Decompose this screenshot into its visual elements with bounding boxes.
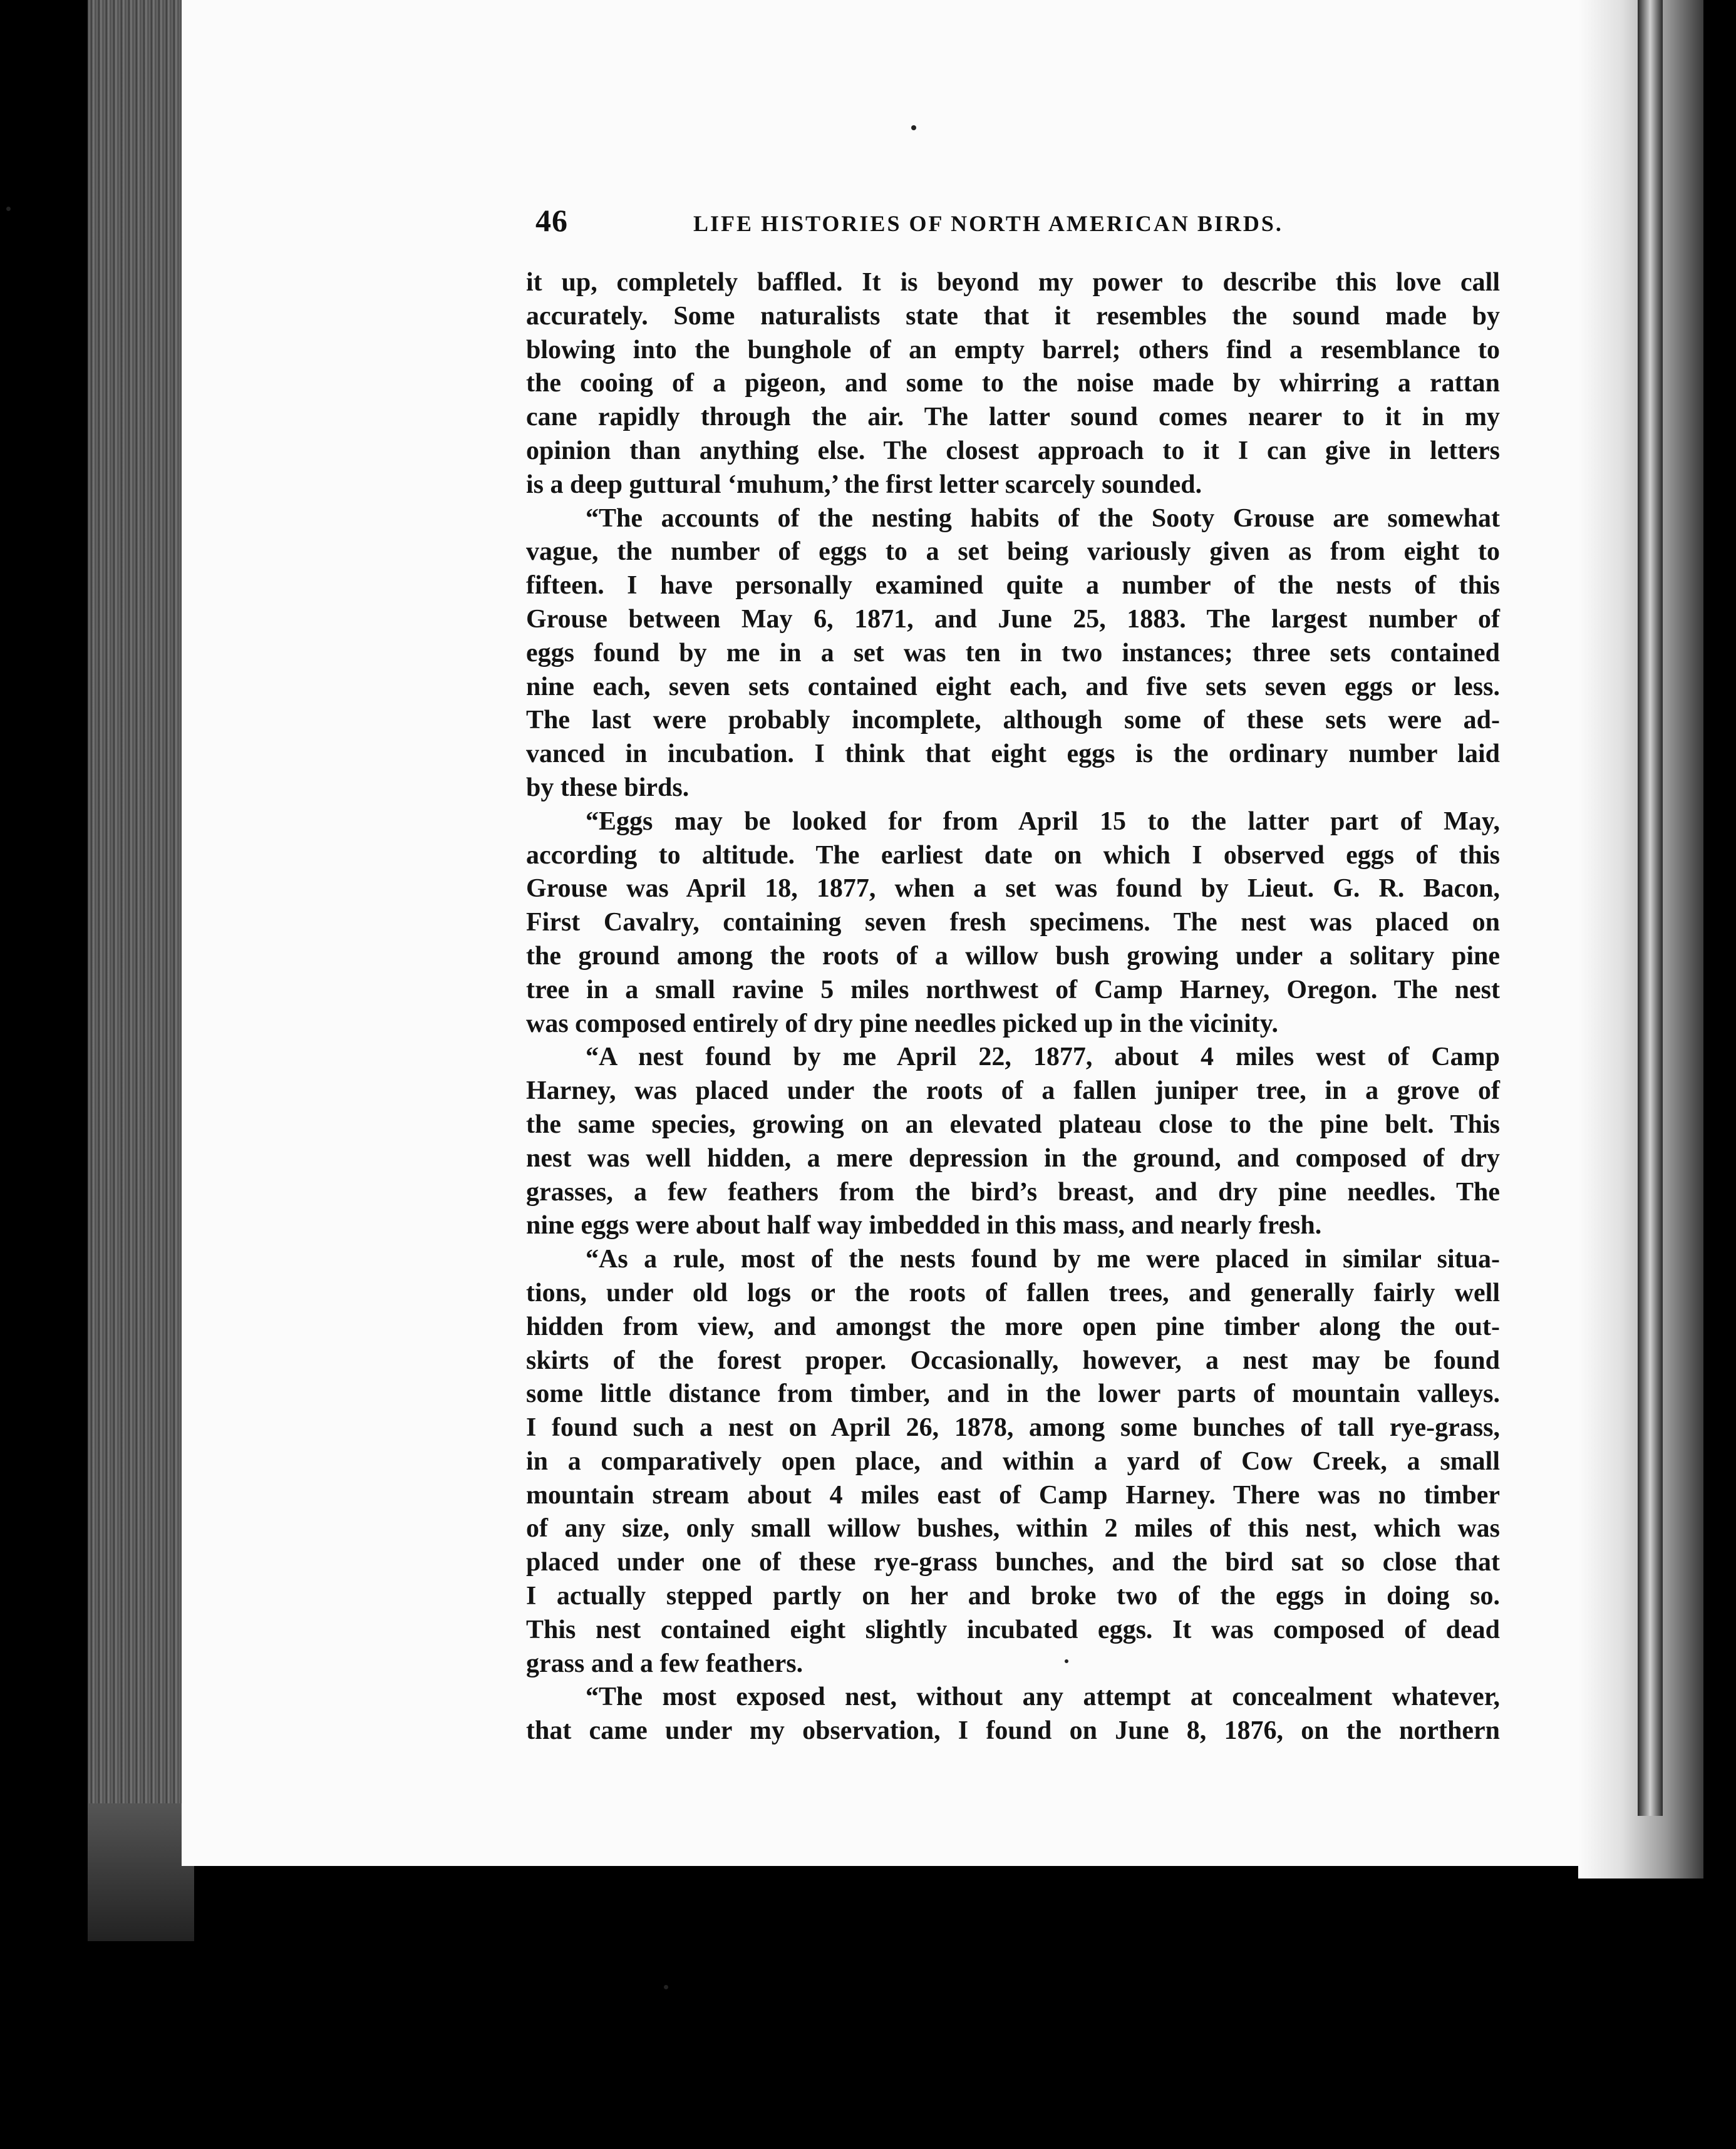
text-line: it up, completely baffled. It is beyond my power to describe this love call <box>526 268 1500 297</box>
text-line: Grouse was April 18, 1877, when a set was found by Lieut. G. R. Bacon, <box>526 874 1500 904</box>
text-line: fifteen. I have personally examined quite a number of the nests of this <box>526 571 1500 600</box>
page-edges-shadow <box>88 1803 194 1941</box>
text-line: tions, under old logs or the roots of fallen trees, and generally fairly well <box>526 1278 1500 1307</box>
text-line: accurately. Some naturalists state that it resembles the sound made by <box>526 301 1500 331</box>
text-line: “The accounts of the nesting habits of the Sooty Grouse are somewhat <box>586 503 1500 533</box>
text-line: “The most exposed nest, without any attempt at concealment whatever, <box>586 1683 1500 1712</box>
text-line: some little distance from timber, and in the lower parts of mountain valleys. <box>526 1379 1500 1409</box>
paragraph <box>526 805 1500 1041</box>
text-line: “As a rule, most of the nests found by me were placed in similar situa- <box>586 1245 1500 1274</box>
text-line: vague, the number of eggs to a set being variously given as from eight to <box>526 537 1500 567</box>
text-line: I found such a nest on April 26, 1878, among some bunches of tall rye-grass, <box>526 1413 1500 1443</box>
text-line: that came under my observation, I found on June 8, 1876, on the northern <box>526 1716 1500 1746</box>
text-line: of any size, only small willow bushes, within 2 miles of this nest, which was <box>526 1514 1500 1543</box>
text-line: eggs found by me in a set was ten in two instances; three sets contained <box>526 638 1500 667</box>
dust-speck <box>664 1985 668 1989</box>
paragraph <box>526 266 1500 502</box>
paragraph <box>526 1243 1500 1681</box>
text-line: hidden from view, and amongst the more open pine timber along the out- <box>526 1312 1500 1341</box>
text-line: First Cavalry, containing seven fresh specimens. The nest was placed on <box>526 908 1500 937</box>
text-line: vanced in incubation. I think that eight eggs is the ordinary number laid <box>526 740 1500 769</box>
text-line: was composed entirely of dry pine needles picked up in the vicinity. <box>526 1009 1278 1038</box>
text-line: tree in a small ravine 5 miles northwest of Camp Harney, Oregon. The nest <box>526 975 1500 1004</box>
text-line: “Eggs may be looked for from April 15 to the latter part of May, <box>586 807 1500 836</box>
text-line: The last were probably incomplete, although some of these sets were ad- <box>526 706 1500 735</box>
dust-speck <box>911 125 916 130</box>
text-line: in a comparatively open place, and within a yard of Cow Creek, a small <box>526 1446 1500 1476</box>
text-line: is a deep guttural ‘muhum,’ the first letter scarcely sounded. <box>526 470 1202 499</box>
text-line: according to altitude. The earliest date on which I observed eggs of this <box>526 840 1500 870</box>
text-line: placed under one of these rye-grass bunches, and the bird sat so close that <box>526 1548 1500 1577</box>
text-line: the cooing of a pigeon, and some to the noise made by whirring a rattan <box>526 369 1500 398</box>
text-line: I actually stepped partly on her and broke two of the eggs in doing so. <box>526 1582 1500 1611</box>
text-line: nine each, seven sets contained eight each, and five sets seven eggs or less. <box>526 672 1500 701</box>
gutter-fold <box>1638 0 1663 1816</box>
page-number: 46 <box>535 203 568 238</box>
dust-speck <box>6 207 11 211</box>
text-line: cane rapidly through the air. The latter sound comes nearer to it in my <box>526 403 1500 432</box>
text-line: grasses, a few feathers from the bird’s breast, and dry pine needles. The <box>526 1177 1500 1207</box>
text-line: skirts of the forest proper. Occasionally, however, a nest may be found <box>526 1346 1500 1375</box>
paragraph <box>526 502 1500 805</box>
running-title: LIFE HISTORIES OF NORTH AMERICAN BIRDS. <box>693 211 1283 236</box>
text-line: by these birds. <box>526 773 690 802</box>
text-line: Grouse between May 6, 1871, and June 25, 1883. The largest number of <box>526 604 1500 634</box>
text-line: This nest contained eight slightly incubated eggs. It was composed of dead <box>526 1615 1500 1644</box>
paragraph <box>526 1041 1500 1243</box>
text-line: nine eggs were about half way imbedded in this mass, and nearly fresh. <box>526 1211 1322 1240</box>
text-line: the same species, growing on an elevated plateau close to the pine belt. This <box>526 1110 1500 1139</box>
text-line: grass and a few feathers. <box>526 1649 803 1678</box>
text-line: opinion than anything else. The closest approach to it I can give in letters <box>526 436 1500 465</box>
stacked-page-edges <box>88 0 194 1803</box>
text-line: “A nest found by me April 22, 1877, about 4 miles west of Camp <box>586 1043 1500 1072</box>
text-line: the ground among the roots of a willow bush growing under a solitary pine <box>526 941 1500 971</box>
body-text <box>526 266 1500 1748</box>
running-head <box>535 202 1494 240</box>
text-line: mountain stream about 4 miles east of Camp Harney. There was no timber <box>526 1480 1500 1510</box>
paragraph <box>526 1681 1500 1748</box>
text-line: nest was well hidden, a mere depression in the ground, and composed of dry <box>526 1143 1500 1173</box>
text-line: blowing into the bunghole of an empty barrel; others find a resemblance to <box>526 335 1500 364</box>
text-line: Harney, was placed under the roots of a fallen juniper tree, in a grove of <box>526 1076 1500 1106</box>
